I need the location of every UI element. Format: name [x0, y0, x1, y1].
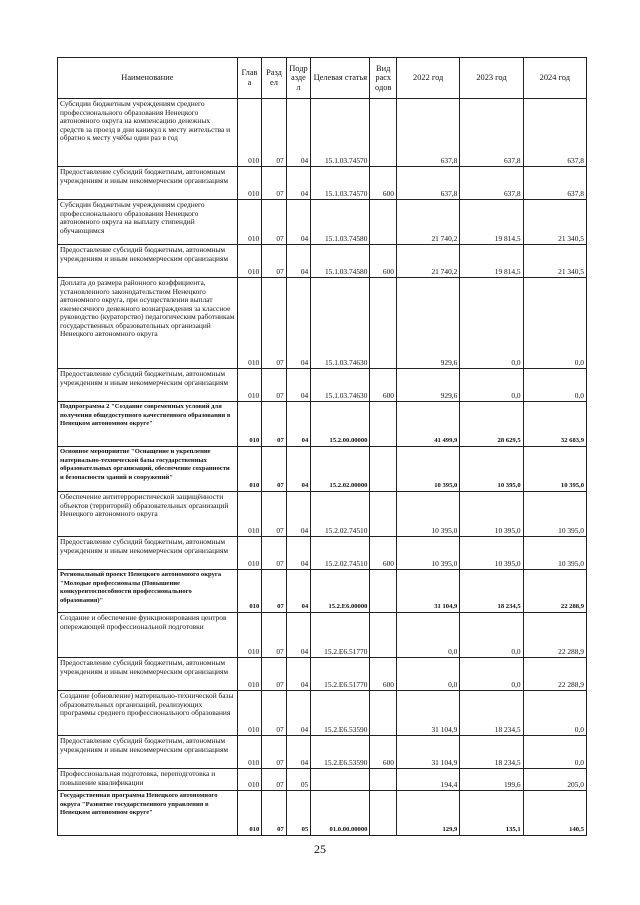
cell-y2023: 18 234,5	[460, 570, 523, 613]
table-row	[58, 570, 587, 613]
cell-glava: 010	[237, 245, 262, 278]
cell-glava: 010	[237, 167, 262, 200]
cell-y2024: 205,0	[523, 769, 586, 791]
table-row	[58, 613, 587, 658]
table-row	[58, 791, 587, 836]
cell-name: Предоставление субсидий бюджетным, автономным учреждениям и иным некоммерческим организациям	[58, 658, 238, 691]
cell-article: 15.1.03.74580	[311, 200, 370, 245]
cell-y2024: 0,0	[523, 736, 586, 769]
cell-podrazdel: 05	[286, 769, 311, 791]
cell-y2023: 0,0	[460, 278, 523, 369]
cell-article	[311, 769, 370, 791]
table-row	[58, 167, 587, 200]
cell-razdel: 07	[262, 99, 287, 167]
cell-y2023: 199,6	[460, 769, 523, 791]
cell-name: Субсидии бюджетным учреждениям среднего профессионального образования Ненецкого автономного округа на компенсацию денежных средств за проезд в дни каникул к месту жительства и обратно к месту учёбы один раз в год	[58, 99, 238, 167]
cell-razdel: 07	[262, 570, 287, 613]
cell-article: 15.2.02.00000	[311, 447, 370, 492]
cell-vid	[370, 402, 397, 447]
cell-y2023: 0,0	[460, 369, 523, 402]
cell-razdel: 07	[262, 736, 287, 769]
cell-razdel: 07	[262, 769, 287, 791]
table-row	[58, 200, 587, 245]
cell-article: 15.2.E6.53590	[311, 736, 370, 769]
cell-y2024: 0,0	[523, 369, 586, 402]
cell-glava: 010	[237, 99, 262, 167]
cell-glava: 010	[237, 492, 262, 537]
cell-y2022: 929,6	[397, 278, 460, 369]
cell-razdel: 07	[262, 791, 287, 836]
cell-y2024: 22 288,9	[523, 658, 586, 691]
cell-glava: 010	[237, 369, 262, 402]
cell-razdel: 07	[262, 369, 287, 402]
cell-name: Предоставление субсидий бюджетным, автономным учреждениям и иным некоммерческим организациям	[58, 537, 238, 570]
cell-razdel: 07	[262, 245, 287, 278]
cell-razdel: 07	[262, 691, 287, 736]
cell-article: 15.1.03.74570	[311, 167, 370, 200]
cell-vid	[370, 769, 397, 791]
cell-glava: 010	[237, 402, 262, 447]
cell-name: Создание (обновление) материально-технической базы образовательных организаций, реализующих программы среднего профессионального образования	[58, 691, 238, 736]
cell-y2024: 10 395,0	[523, 447, 586, 492]
cell-podrazdel: 04	[286, 369, 311, 402]
cell-vid	[370, 447, 397, 492]
cell-vid: 600	[370, 245, 397, 278]
cell-razdel: 07	[262, 402, 287, 447]
cell-article: 15.2.02.74510	[311, 492, 370, 537]
cell-y2023: 28 629,5	[460, 402, 523, 447]
cell-y2022: 41 499,9	[397, 402, 460, 447]
cell-vid	[370, 200, 397, 245]
cell-y2023: 135,1	[460, 791, 523, 836]
cell-vid	[370, 613, 397, 658]
cell-y2022: 31 104,9	[397, 570, 460, 613]
cell-vid	[370, 791, 397, 836]
cell-razdel: 07	[262, 278, 287, 369]
cell-podrazdel: 04	[286, 99, 311, 167]
cell-glava: 010	[237, 769, 262, 791]
cell-y2024: 10 395,0	[523, 492, 586, 537]
table-row	[58, 447, 587, 492]
cell-vid: 600	[370, 167, 397, 200]
cell-article: 15.2.E6.00000	[311, 570, 370, 613]
cell-podrazdel: 04	[286, 167, 311, 200]
cell-glava: 010	[237, 791, 262, 836]
cell-razdel: 07	[262, 613, 287, 658]
table-row	[58, 736, 587, 769]
cell-y2023: 10 395,0	[460, 537, 523, 570]
cell-y2022: 31 104,9	[397, 691, 460, 736]
cell-glava: 010	[237, 278, 262, 369]
cell-y2024: 637,8	[523, 167, 586, 200]
table-header-row	[58, 58, 587, 99]
table-row	[58, 245, 587, 278]
cell-razdel: 07	[262, 167, 287, 200]
cell-y2024: 22 288,9	[523, 613, 586, 658]
cell-article: 15.2.E6.51770	[311, 658, 370, 691]
cell-name: Подпрограмма 2 "Создание современных условий для получения общедоступного качественного образования в Ненецком автономном округе"	[58, 402, 238, 447]
table-row	[58, 369, 587, 402]
cell-podrazdel: 04	[286, 492, 311, 537]
cell-y2023: 0,0	[460, 658, 523, 691]
cell-y2022: 0,0	[397, 613, 460, 658]
cell-vid	[370, 691, 397, 736]
cell-razdel: 07	[262, 492, 287, 537]
cell-name: Создание и обеспечение функционирования центров опережающей профессиональной подготовки	[58, 613, 238, 658]
cell-vid: 600	[370, 369, 397, 402]
col-header-vid: Вид расх одов	[370, 58, 397, 99]
cell-y2022: 10 395,0	[397, 537, 460, 570]
cell-glava: 010	[237, 613, 262, 658]
cell-y2024: 140,5	[523, 791, 586, 836]
cell-vid	[370, 492, 397, 537]
cell-glava: 010	[237, 570, 262, 613]
cell-glava: 010	[237, 537, 262, 570]
cell-glava: 010	[237, 447, 262, 492]
col-header-glava: Глав а	[237, 58, 262, 99]
cell-razdel: 07	[262, 658, 287, 691]
cell-glava: 010	[237, 691, 262, 736]
cell-razdel: 07	[262, 200, 287, 245]
cell-podrazdel: 04	[286, 570, 311, 613]
cell-y2022: 929,6	[397, 369, 460, 402]
cell-name: Предоставление субсидий бюджетным, автономным учреждениям и иным некоммерческим организациям	[58, 245, 238, 278]
cell-y2024: 0,0	[523, 691, 586, 736]
cell-vid: 600	[370, 537, 397, 570]
cell-name: Предоставление субсидий бюджетным, автономным учреждениям и иным некоммерческим организациям	[58, 167, 238, 200]
cell-article: 15.1.03.74580	[311, 245, 370, 278]
cell-y2023: 0,0	[460, 613, 523, 658]
cell-article: 01.0.00.00000	[311, 791, 370, 836]
cell-vid: 600	[370, 736, 397, 769]
cell-y2024: 10 395,0	[523, 537, 586, 570]
cell-name: Региональный проект Ненецкого автономного округа "Молодые профессионалы (Повышение конкурентоспособности профессионального образования)"	[58, 570, 238, 613]
cell-podrazdel: 05	[286, 791, 311, 836]
cell-vid	[370, 570, 397, 613]
cell-podrazdel: 04	[286, 537, 311, 570]
col-header-2023: 2023 год	[460, 58, 523, 99]
cell-glava: 010	[237, 736, 262, 769]
cell-y2023: 18 234,5	[460, 691, 523, 736]
cell-y2022: 637,8	[397, 99, 460, 167]
cell-podrazdel: 04	[286, 447, 311, 492]
table-row	[58, 537, 587, 570]
cell-y2024: 637,8	[523, 99, 586, 167]
cell-y2022: 31 104,9	[397, 736, 460, 769]
cell-podrazdel: 04	[286, 736, 311, 769]
cell-y2024: 21 340,5	[523, 200, 586, 245]
cell-vid	[370, 99, 397, 167]
cell-article: 15.1.03.74630	[311, 369, 370, 402]
table-row	[58, 492, 587, 537]
cell-article: 15.2.00.00000	[311, 402, 370, 447]
cell-podrazdel: 04	[286, 658, 311, 691]
cell-y2022: 21 740,2	[397, 200, 460, 245]
cell-razdel: 07	[262, 537, 287, 570]
cell-y2024: 32 683,9	[523, 402, 586, 447]
col-header-name: Наименование	[58, 58, 238, 99]
cell-article: 15.2.E6.51770	[311, 613, 370, 658]
cell-podrazdel: 04	[286, 245, 311, 278]
cell-article: 15.1.03.74630	[311, 278, 370, 369]
col-header-podrazdel: Подр азде л	[286, 58, 311, 99]
cell-y2022: 0,0	[397, 658, 460, 691]
cell-podrazdel: 04	[286, 691, 311, 736]
cell-name: Профессиональная подготовка, переподготовка и повышение квалификации	[58, 769, 238, 791]
cell-name: Доплата до размера районного коэффициента, установленного законодательством Ненецкого автономного округа, при осуществлении выплат ежемесячного денежного вознаграждения за классное руководство (кураторство) педагогическим работникам государственных образовательных организаций Ненецкого автономного округа	[58, 278, 238, 369]
table-row	[58, 278, 587, 369]
cell-razdel: 07	[262, 447, 287, 492]
cell-article: 15.2.E6.53590	[311, 691, 370, 736]
col-header-razdel: Разд ел	[262, 58, 287, 99]
cell-article: 15.1.03.74570	[311, 99, 370, 167]
cell-y2023: 19 814,5	[460, 200, 523, 245]
table-row	[58, 769, 587, 791]
cell-y2022: 194,4	[397, 769, 460, 791]
cell-y2022: 10 395,0	[397, 492, 460, 537]
cell-y2022: 129,9	[397, 791, 460, 836]
cell-podrazdel: 04	[286, 613, 311, 658]
cell-y2023: 18 234,5	[460, 736, 523, 769]
col-header-2022: 2022 год	[397, 58, 460, 99]
cell-vid: 600	[370, 658, 397, 691]
table-row	[58, 402, 587, 447]
cell-y2024: 21 340,5	[523, 245, 586, 278]
cell-y2023: 10 395,0	[460, 492, 523, 537]
cell-y2022: 10 395,0	[397, 447, 460, 492]
cell-name: Основное мероприятие "Оснащение и укрепление материально-технической базы государственных образовательных организаций, обеспечение сохранности и безопасности зданий и сооружений"	[58, 447, 238, 492]
cell-glava: 010	[237, 658, 262, 691]
cell-y2024: 22 288,9	[523, 570, 586, 613]
cell-name: Предоставление субсидий бюджетным, автономным учреждениям и иным некоммерческим организациям	[58, 736, 238, 769]
cell-glava: 010	[237, 200, 262, 245]
cell-name: Обеспечение антитеррористической защищённости объектов (территорий) образовательных организаций Ненецкого автономного округа	[58, 492, 238, 537]
cell-y2022: 637,8	[397, 167, 460, 200]
budget-table	[57, 57, 587, 836]
cell-name: Государственная программа Ненецкого автономного округа "Развитие государственного управления в Ненецком автономном округе"	[58, 791, 238, 836]
cell-y2023: 10 395,0	[460, 447, 523, 492]
col-header-article: Целевая статья	[311, 58, 370, 99]
table-row	[58, 691, 587, 736]
cell-podrazdel: 04	[286, 200, 311, 245]
col-header-2024: 2024 год	[523, 58, 586, 99]
cell-name: Предоставление субсидий бюджетным, автономным учреждениям и иным некоммерческим организациям	[58, 369, 238, 402]
table-row	[58, 99, 587, 167]
cell-y2023: 637,8	[460, 167, 523, 200]
cell-podrazdel: 04	[286, 278, 311, 369]
cell-y2022: 21 740,2	[397, 245, 460, 278]
cell-y2023: 19 814,5	[460, 245, 523, 278]
cell-podrazdel: 04	[286, 402, 311, 447]
cell-y2024: 0,0	[523, 278, 586, 369]
cell-y2023: 637,8	[460, 99, 523, 167]
table-row	[58, 658, 587, 691]
cell-name: Субсидии бюджетным учреждениям среднего профессионального образования Ненецкого автономного округа на выплату стипендий обучающимся	[58, 200, 238, 245]
cell-article: 15.2.02.74510	[311, 537, 370, 570]
cell-vid	[370, 278, 397, 369]
page-number: 25	[314, 842, 326, 856]
